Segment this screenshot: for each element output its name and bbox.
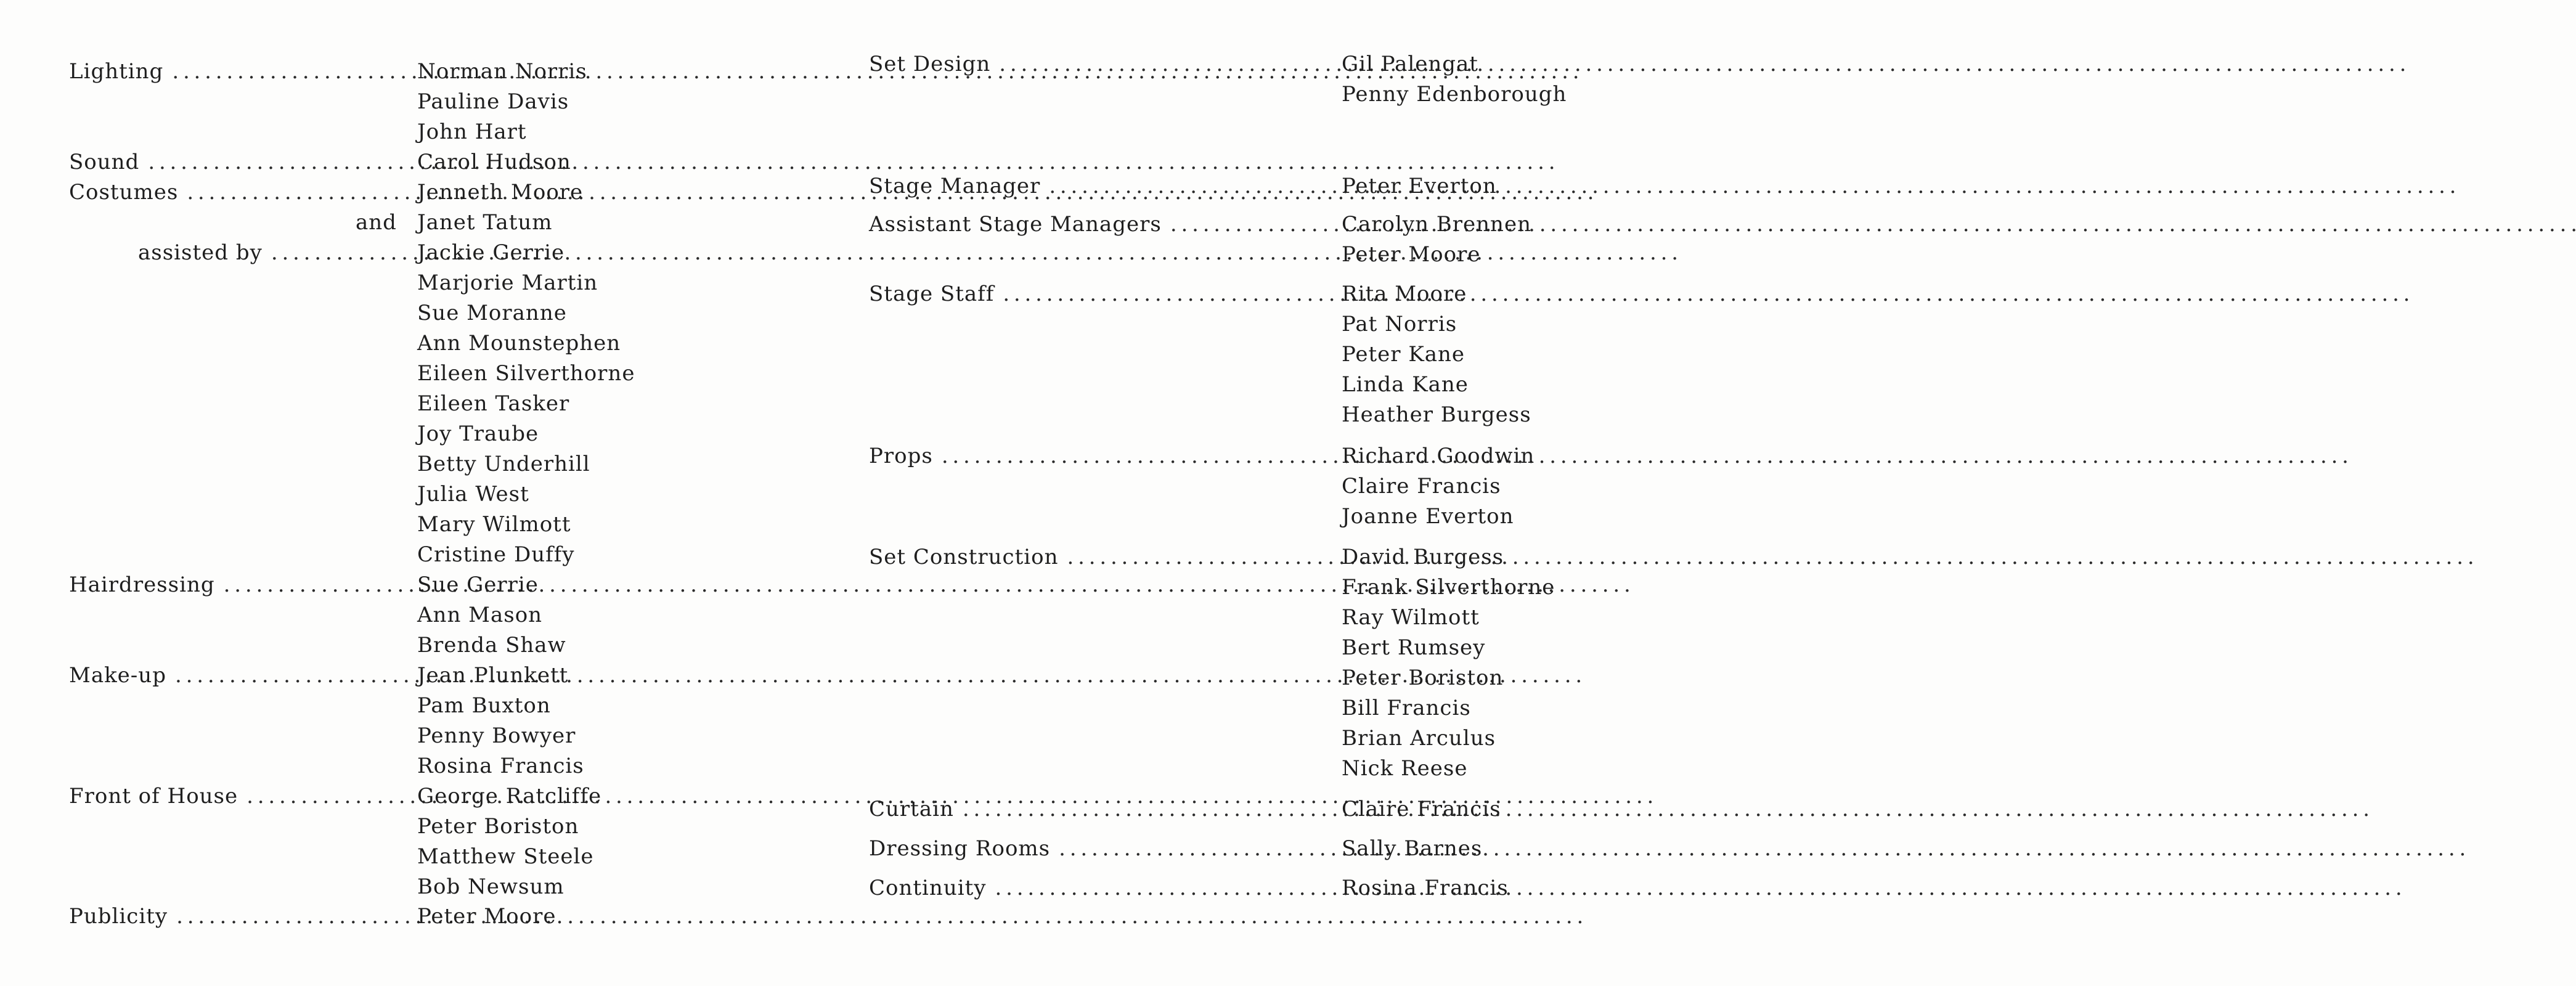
name: Carolyn Brennen [1342, 212, 1531, 237]
names-list [1342, 279, 1531, 430]
names-list [1342, 49, 1567, 110]
role-label: Hairdressing [69, 572, 215, 597]
name: Joy Traube [417, 422, 539, 446]
name: Betty Underhill [417, 452, 590, 476]
name: Ann Mounstephen [417, 331, 621, 356]
name: Bill Francis [1342, 696, 1471, 720]
role [69, 147, 402, 177]
role [869, 794, 1325, 825]
dot-leader [1067, 542, 2472, 572]
names-list [417, 570, 566, 661]
credit-hairdressing [69, 570, 566, 661]
name: Claire Francis [1342, 474, 1501, 499]
role-label: Props [869, 444, 933, 468]
credit-assisted-by [69, 238, 635, 570]
dot-leader [963, 794, 2368, 825]
role-label: Publicity [69, 904, 168, 929]
role [869, 49, 1325, 79]
name: Bert Rumsey [1342, 635, 1486, 660]
names-list [417, 147, 571, 177]
name: Joanne Everton [1342, 504, 1514, 529]
left-page [0, 0, 740, 986]
name: George Ratcliffe [417, 784, 602, 809]
credit-sound [69, 147, 571, 177]
role [869, 542, 1325, 572]
name: Mary Wilmott [417, 512, 571, 537]
credit-publicity [69, 902, 556, 932]
names-list [417, 902, 556, 932]
name: Pauline Davis [417, 89, 569, 114]
name: Rosina Francis [417, 754, 584, 778]
name: Ann Mason [417, 603, 543, 627]
names-list [1342, 794, 1501, 825]
dot-leader [1003, 279, 2408, 309]
role [69, 238, 402, 268]
name: Ray Wilmott [1342, 605, 1480, 630]
credit-assistant-stage-managers [869, 210, 1531, 270]
name: Claire Francis [1342, 797, 1501, 821]
names-list [417, 177, 583, 208]
name: Gil Palengat [1342, 52, 1478, 76]
role-label: Sound [69, 150, 140, 174]
role-label: Stage Staff [869, 282, 995, 306]
name: Peter Everton [1342, 174, 1497, 198]
role-label: assisted by [138, 240, 263, 265]
name: Julia West [417, 482, 529, 507]
name: Cristine Duffy [417, 542, 575, 567]
role [69, 781, 402, 812]
name: Peter Kane [1342, 342, 1465, 367]
right-page [740, 0, 1567, 986]
credit-continuity [869, 873, 1509, 903]
role-label: Curtain [869, 797, 954, 821]
credit-costumes-and [69, 208, 553, 238]
credit-props [869, 441, 1535, 532]
credit-stage-manager [869, 171, 1497, 202]
name: Peter Boriston [417, 814, 579, 839]
names-list [1342, 834, 1482, 864]
name: Jackie Gerrie [417, 240, 565, 265]
name: Heather Burgess [1342, 402, 1531, 427]
name: Penny Bowyer [417, 723, 576, 748]
role-label: Set Construction [869, 545, 1059, 569]
role-label: and [356, 210, 397, 235]
role [869, 834, 1325, 864]
name: Matthew Steele [417, 844, 594, 869]
name: Bob Newsum [417, 874, 565, 899]
name: Peter Moore [417, 904, 556, 929]
name: David Burgess [1342, 545, 1504, 569]
role [869, 441, 1325, 471]
role [869, 279, 1325, 309]
name: Jenneth Moore [417, 180, 584, 205]
names-list [417, 208, 553, 238]
name: Janet Tatum [417, 210, 553, 235]
name: Nick Reese [1342, 756, 1468, 781]
role-label: Lighting [69, 59, 164, 84]
names-list [417, 57, 587, 147]
role [869, 171, 1325, 202]
name: Brian Arculus [1342, 726, 1496, 751]
name: Rosina Francis [1342, 876, 1509, 900]
name: Sally Barnes [1342, 836, 1483, 861]
role-label: Costumes [69, 180, 179, 205]
name: Penny Edenborough [1342, 82, 1567, 107]
role [869, 873, 1325, 903]
name: Carol Hudson [417, 150, 571, 174]
role [69, 902, 402, 932]
role-label: Continuity [869, 876, 987, 900]
dot-leader [1049, 171, 2455, 202]
role-label: Assistant Stage Managers [869, 212, 1162, 237]
credit-stage-staff [869, 279, 1531, 430]
role [69, 177, 402, 208]
credit-make-up [69, 661, 584, 781]
role [69, 208, 402, 238]
name: Richard Goodwin [1342, 444, 1535, 468]
names-list [417, 781, 601, 902]
role [69, 57, 402, 87]
credit-lighting [69, 57, 587, 147]
credit-front-of-house [69, 781, 601, 902]
role [869, 210, 1325, 240]
names-list [1342, 441, 1535, 532]
name: Eileen Tasker [417, 391, 570, 416]
name: Marjorie Martin [417, 271, 598, 295]
role-label: Front of House [69, 784, 238, 809]
name: Eileen Silverthorne [417, 361, 635, 386]
name: Norman Norris [417, 59, 587, 84]
names-list [1342, 210, 1531, 270]
name: Pam Buxton [417, 693, 551, 718]
credit-curtain [869, 794, 1501, 825]
name: Sue Moranne [417, 301, 567, 325]
names-list [417, 661, 584, 781]
role [69, 661, 402, 691]
role-label: Make-up [69, 663, 166, 688]
dot-leader [995, 873, 2400, 903]
role-label: Stage Manager [869, 174, 1041, 198]
name: Linda Kane [1342, 372, 1469, 397]
credit-set-construction [869, 542, 1555, 784]
name: Peter Boriston [1342, 666, 1504, 690]
dot-leader [1059, 834, 2464, 864]
dot-leader [999, 49, 2405, 79]
names-list [1342, 171, 1497, 202]
name: John Hart [417, 120, 527, 144]
name: Sue Gerrie [417, 572, 539, 597]
credit-dressing-rooms [869, 834, 1482, 864]
name: Jean Plunkett [417, 663, 569, 688]
names-list [417, 238, 635, 570]
name: Frank Silverthorne [1342, 575, 1555, 600]
dot-leader [942, 441, 2347, 471]
name: Peter Moore [1342, 242, 1481, 267]
names-list [1342, 542, 1555, 784]
role [69, 570, 402, 600]
credit-set-design [869, 49, 1567, 110]
credit-costumes [69, 177, 583, 208]
names-list [1342, 873, 1509, 903]
name: Rita Moore [1342, 282, 1467, 306]
name: Brenda Shaw [417, 633, 566, 658]
name: Pat Norris [1342, 312, 1457, 336]
role-label: Dressing Rooms [869, 836, 1051, 861]
role-label: Set Design [869, 52, 991, 76]
